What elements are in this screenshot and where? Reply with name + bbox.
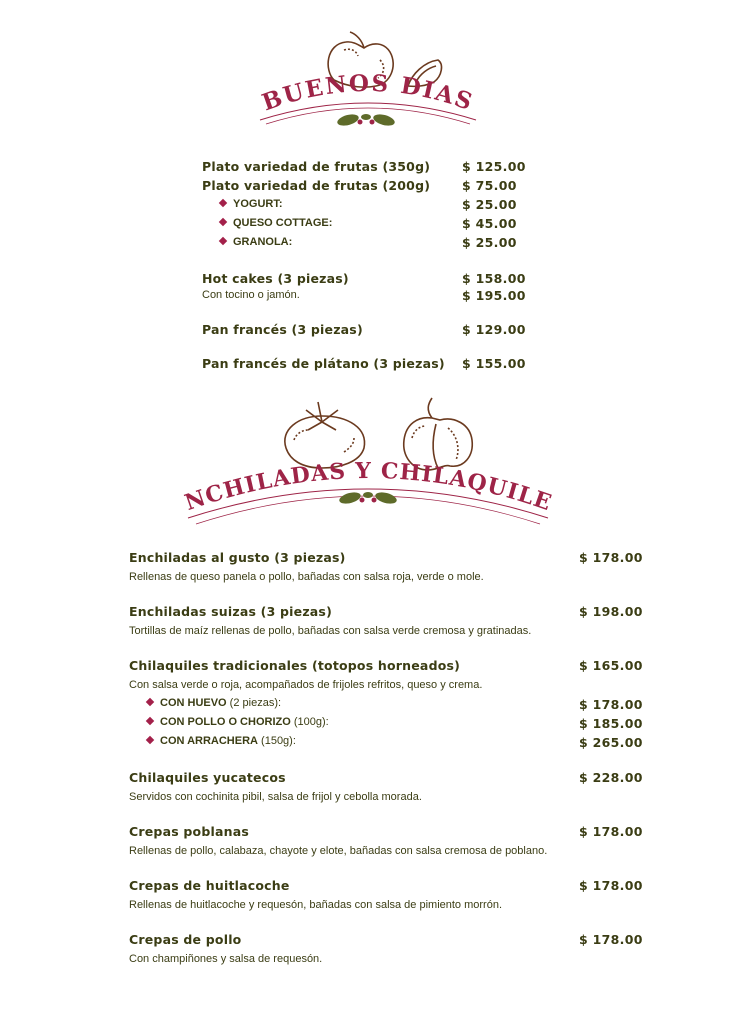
menu-item-price: $ 228.00 <box>579 770 643 785</box>
menu-item-description: Con champiñones y salsa de requesón. <box>129 953 323 965</box>
menu-item-price: $ 178.00 <box>579 550 643 565</box>
menu-item-name: Crepas de huitlacoche <box>129 878 290 893</box>
menu-item-name: Enchiladas suizas (3 piezas) <box>129 604 332 619</box>
menu-item-name: Pan francés de plátano (3 piezas) <box>202 356 445 371</box>
menu-item-name: Pan francés (3 piezas) <box>202 322 363 337</box>
diamond-bullet-icon <box>219 218 227 226</box>
menu-item-price: $ 178.00 <box>579 932 643 947</box>
extra-option-detail: (100g): <box>290 716 329 728</box>
extra-option-price: $ 25.00 <box>462 235 517 250</box>
menu-item-name: Plato variedad de frutas (350g) <box>202 159 431 174</box>
extra-option-label: CON ARRACHERA <box>160 735 258 747</box>
extra-option-price: $ 185.00 <box>579 716 643 731</box>
menu-item-description: Rellenas de pollo, calabaza, chayote y elote, bañadas con salsa cremosa de poblano. <box>129 845 548 857</box>
menu-item-price: $ 125.00 <box>462 159 526 174</box>
menu-item-price: $ 195.00 <box>462 288 526 303</box>
extra-option <box>147 716 329 728</box>
menu-item-name: Chilaquiles yucatecos <box>129 770 286 785</box>
diamond-bullet-icon <box>146 698 154 706</box>
extra-option-price: $ 178.00 <box>579 697 643 712</box>
extra-option-detail: (150g): <box>257 735 296 747</box>
diamond-bullet-icon <box>146 736 154 744</box>
menu-item-price: $ 178.00 <box>579 878 643 893</box>
extra-option <box>220 198 283 210</box>
svg-text:BUENOS DIAS: BUENOS DIAS <box>258 69 478 117</box>
menu-item-name: Crepas de pollo <box>129 932 242 947</box>
leaf-ornament-icon <box>334 108 398 130</box>
diamond-bullet-icon <box>219 199 227 207</box>
menu-item-price: $ 75.00 <box>462 178 517 193</box>
menu-item-name: Chilaquiles tradicionales (totopos horneados) <box>129 658 461 673</box>
menu-item-description: Con tocino o jamón. <box>202 289 300 301</box>
extra-option-detail: (2 piezas): <box>226 697 282 709</box>
extra-option <box>220 236 292 248</box>
menu-item-name: Hot cakes (3 piezas) <box>202 271 349 286</box>
extra-option-label: GRANOLA: <box>233 236 293 248</box>
menu-item-price: $ 165.00 <box>579 658 643 673</box>
extra-option <box>147 697 281 709</box>
menu-item-name: Crepas poblanas <box>129 824 249 839</box>
extra-option-label: QUESO COTTAGE: <box>233 217 333 229</box>
menu-item-description: Tortillas de maíz rellenas de pollo, bañadas con salsa verde cremosa y gratinadas. <box>129 625 532 637</box>
menu-item-description: Servidos con cochinita pibil, salsa de frijol y cebolla morada. <box>129 791 422 803</box>
extra-option-label: CON POLLO O CHORIZO <box>160 716 291 728</box>
menu-item-price: $ 178.00 <box>579 824 643 839</box>
svg-text:ENCHILADAS Y CHILAQUILES: ENCHILADAS Y CHILAQUILES <box>161 436 556 517</box>
extra-option-price: $ 265.00 <box>579 735 643 750</box>
menu-item-description: Rellenas de huitlacoche y requesón, bañadas con salsa de pimiento morrón. <box>129 899 503 911</box>
menu-item-price: $ 129.00 <box>462 322 526 337</box>
extra-option-price: $ 45.00 <box>462 216 517 231</box>
menu-item-price: $ 198.00 <box>579 604 643 619</box>
extra-option <box>220 217 332 229</box>
extra-option-label: CON HUEVO <box>160 697 227 709</box>
menu-item-name: Enchiladas al gusto (3 piezas) <box>129 550 346 565</box>
menu-item-name: Plato variedad de frutas (200g) <box>202 178 431 193</box>
diamond-bullet-icon <box>146 717 154 725</box>
diamond-bullet-icon <box>219 237 227 245</box>
menu-item-description: Con salsa verde o roja, acompañados de frijoles refritos, queso y crema. <box>129 679 483 691</box>
extra-option-price: $ 25.00 <box>462 197 517 212</box>
extra-option-label: YOGURT: <box>233 198 283 210</box>
leaf-ornament-icon <box>336 486 400 508</box>
menu-item-price: $ 158.00 <box>462 271 526 286</box>
menu-item-description: Rellenas de queso panela o pollo, bañadas con salsa roja, verde o mole. <box>129 571 484 583</box>
menu-item-price: $ 155.00 <box>462 356 526 371</box>
extra-option <box>147 735 296 747</box>
